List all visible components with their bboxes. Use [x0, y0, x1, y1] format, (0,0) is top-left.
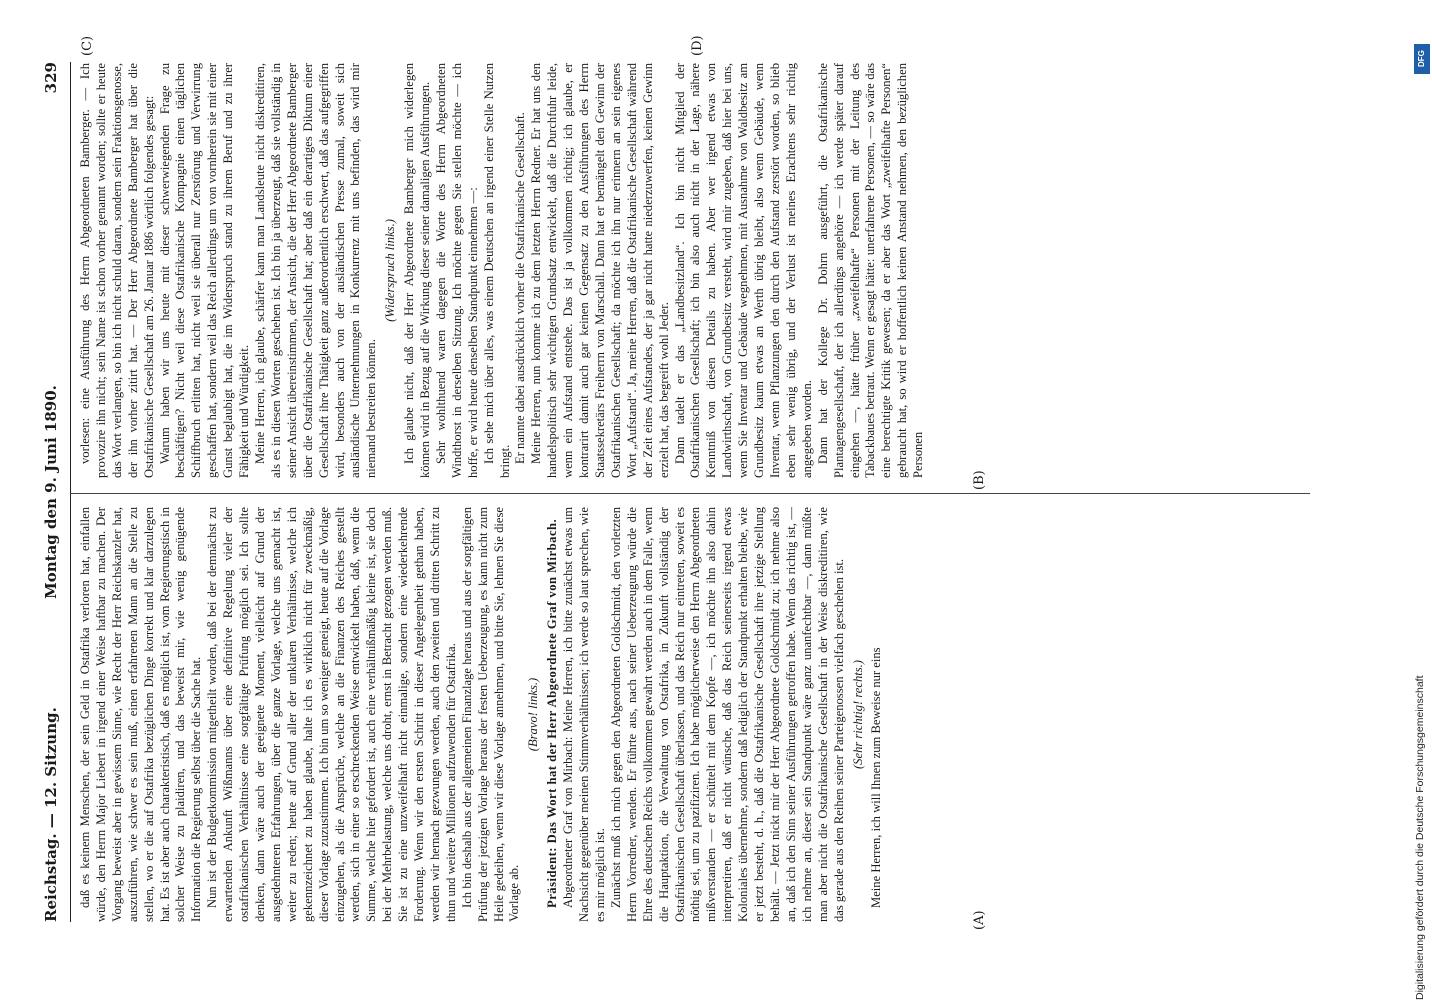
dfg-logo: DFG	[1414, 44, 1430, 74]
paragraph: Zunächst muß ich mich gegen den Abgeordneten Goldschmidt, den vorletzten Herrn Vorredner, wenden. Er führte aus, nach seiner Ueberzeugung würde die Ehre des deutschen Reichs vollkommen gewahrt werden auch in dem Falle, wenn die Hauptaktion, die Verwaltung von Ostafrika, in Zukunft vollständig der Ostafrikanischen Gesellschaft überlassen, und das Reich nur eintreten, soweit es nöthig sei, um zu pazifiziren. Ich habe möglicherweise den Herrn Abgeordneten mißverstanden — er schüttelt mit dem Kopfe —, ich möchte ihn also dahin interpretiren, daß er nicht wünsche, daß das Reich seinerseits irgend etwas Koloniales übernehme, sondern daß lediglich der Standpunkt erhalten bleibe, wie er jetzt besteht, d. h., daß die Ostafrikanische Gesellschaft ihre jetzige Stellung behält. — Jetzt nickt mir der Herr Abgeordnete Goldschmidt zu; ich nehme also an, daß ich den Sinn seiner Ausführungen getroffen habe. Wenn das richtig ist, — ich nehme an, dieser sein Standpunkt wäre ganz unanfechtbar —, dann müßte man aber nicht die Ostafrikanische Gesellschaft in der Weise diskreditiren, wie das gerade aus den Reihen seiner Parteigenossen vielfach geschehen ist.	[608, 507, 846, 922]
paragraph: Dann tadelt er das „Landbesitzland“. Ich bin nicht Mitglied der Ostafrikanischen Gesellschaft; ich bin also auch nicht in der Lage, nähere Kenntniß von diesen Details zu haben. Aber wer irgend etwas von Landwirthschaft, von Grundbesitz versteht, wird mir zugeben, daß hier bei uns, wenn Sie Inventar und Gebäude wegnehmen, mit Ausnahme von Waldbesitz am Grundbesitz kaum etwas an Werth übrig bleibt, also wenn Gebäude, wenn Inventar, wenn Pflanzungen den durch den Aufstand zerstört worden, so blieb eben sehr wenig übrig, und der Verlust ist meines Erachtens sehr richtig angegeben worden.	[672, 63, 814, 478]
digitization-note: Digitalisierung gefördert durch die Deutsche Forschungsgemeinschaft	[1414, 675, 1426, 1000]
paragraph: Ich bin deshalb aus der allgemeinen Finanzlage heraus und aus der sorgfältigen Prüfung der jetzigen Vorlage heraus der festen Ueberzeugung, es kann nicht zum Heile gedeihen, wenn wir diese Vorlage annehmen, und bitte Sie, lehnen Sie diese Vorlage ab.	[459, 507, 522, 922]
president-line: Präsident: Das Wort hat der Herr Abgeordnete Graf von Mirbach.	[545, 518, 560, 908]
paragraph: Meine Herren, ich will Ihnen zum Beweise nur eins	[869, 647, 884, 908]
contradiction-note: (Widerspruch links.)	[383, 219, 398, 322]
header-rule	[70, 62, 71, 922]
margin-mark-c: (C)	[80, 35, 95, 56]
header-left: Reichstag. — 12. Sitzung.	[42, 707, 60, 922]
right-column	[78, 63, 1308, 478]
margin-mark-d: (D)	[690, 35, 705, 56]
left-column	[78, 507, 1308, 922]
paragraph: Sehr wohlthuend waren dagegen die Worte des Herrn Abgeordneten Windthorst in derselben Sitzung. Ich möchte gegen Sie stellen möchte — ich hoffe, er wird heute denselben Standpunkt einnehmen —:	[433, 63, 480, 478]
page-header	[42, 62, 68, 922]
header-date: Montag den 9. Juni 1890.	[42, 385, 60, 599]
paragraph: Meine Herren, ich glaube, schärfer kann man Landsleute nicht diskreditiren, als es in diesen Worten geschehen ist. Ich bin ja überzeugt, daß sie vollständig in seiner Ansicht übereinstimmen, der Ansicht, die der Herr Abgeordnete Bamberger über die Ostafrikanische Gesellschaft hat; aber daß ein derartiges Diktum einer Gesellschaft ihre Thätigkeit ganz außerordentlich erschwert, daß das aufgegriffen wird, besonders auch von der ausländischen Presse zumal, soweit sich ausländische Unternehmungen in Konkurrenz mit uns befinden, das wird mir niemand bestreiten können.	[252, 63, 379, 478]
paragraph: Nun ist der Budgetkommission mitgetheilt worden, daß bei der demnächst zu erwartenden Ankunft Wißmanns über eine definitive Regelung vieler der ostafrikanischen Verhältnisse eine sorgfältige Prüfung möglich sei. Ich sollte denken, dann wäre auch der geeignete Moment, vielleicht auf Grund der ausgedehnteren Erfahrungen, über die ganze Vorlage, welche uns gemacht ist, weiter zu reden; heute auf Grund aller der unklaren Verhältnisse, welche ich gekennzeichnet zu haben glaube, halte ich es wirklich nicht für zweckmäßig, dieser Vorlage zuzustimmen. Ich bin um so weniger geneigt, heute auf die Vorlage einzugehen, als die Ansprüche, welche an die Finanzen des Reiches gestellt werden, sich in einer so erschreckenden Weise entwickelt haben, daß, wenn die Summe, welche hier gefordert ist, auch eine verhältnißmäßig kleine ist, sie doch bei der Mehrbelastung, welche uns droht, ernst in Betracht gezogen werden muß. Sie ist zu eine unzweifelhaft nicht einmalige, sondern eine wiederkehrende Forderung. Wenn wir den ersten Schritt in dieser Angelegenheit gethan haben, werden wir hernach gezwungen werden, auch den zweiten und dritten Schritt zu thun und weitere Millionen aufzuwenden für Ostafrika.	[205, 507, 458, 922]
paragraph: Er nannte dabei ausdrücklich vorher die Ostafrikanische Gesellschaft.	[513, 112, 528, 464]
quoted-paragraph: Warum haben wir uns heute mit dieser schwerwiegenden Frage zu beschäftigen? Nicht weil diese Ostafrikanische Kompagnie einen täglichen Schiffbruch erlitten hat, nicht weil sie überall nur Zerstörung und Verwirrung geschaffen hat, sondern weil das Reich allerdings um von vornherein sie mit einer Gunst beglaubigt hat, die im Widerspruch stand zu ihrem Beruf und zu ihrer Fähigkeit und Würdigkeit.	[157, 63, 252, 478]
paragraph: Dann hat der Kollege Dr. Dohrn ausgeführt, die Ostafrikanische Plantagengesellschaft, der ich allerdings angehöre — ich werde später darauf eingehen —, hätte früher „zweifelhafte“ Personen mit der Leitung des Tabackbaues betraut. Wenn er gesagt hätte: unerfahrene Personen, — so wäre das eine berechtigte Kritik gewesen; da er aber das Wort „zweifelhafte Personen“ gebraucht hat, so wird er hoffentlich keinen Anstand nehmen, den bezüglichen Personen	[815, 63, 926, 478]
approval-note: (Sehr richtig! rechts.)	[850, 660, 865, 770]
column-divider	[70, 493, 1310, 494]
margin-mark-a: (A)	[972, 910, 987, 930]
paragraph: Abgeordneter Graf von Mirbach: Meine Herren, ich bitte zunächst etwas um Nachsicht gegenüber meinen Stimmverhältnissen; ich werde so laut sprechen, wie es mir möglich ist.	[561, 507, 607, 922]
margin-mark-b: (B)	[972, 470, 987, 490]
paragraph: daß es keinem Menschen, der sein Geld in Ostafrika verloren hat, einfallen würde, den Herrn Major Liebert in irgend einer Weise haftbar zu machen. Der Vorgang beweist aber in gewissem Sinne, wie Recht der Herr Reichskanzler hat, auszuführen, wie schwer es sein muß, einen erfahrenen Mann an die Stelle zu stellen, wo er die auf Ostafrika bezüglichen Dinge korrekt und klar darzulegen hat. Es ist aber auch charakteristisch, daß es möglich ist, vom Regierungstisch in solcher Weise zu plaidiren, und das beweist mir, wie wenig genügende Information die Regierung selbst über die Sache hat.	[78, 507, 204, 922]
applause-note: (Bravo! links.)	[526, 677, 541, 752]
paragraph: Ich glaube nicht, daß der Herr Abgeordnete Bamberger mich widerlegen können wird in Bezug auf die Wirkung dieser seiner damaligen Ausführungen.	[402, 63, 433, 478]
paragraph: vorlesen: eine Ausführung des Herrn Abgeordneten Bamberger. — Ich provozire ihn nicht; sein Name ist schon vorher genannt worden; sollte er heute das Wort verlangen, so bin ich nicht schuld daran, sondern sein Fraktionsgenosse, der ihn vorher zitirt hat. — Der Herr Abgeordnete Bamberger hat über die Ostafrikanische Gesellschaft am 26. Januar 1886 wörtlich folgendes gesagt:	[78, 63, 156, 478]
page-number: 329	[42, 62, 60, 94]
paragraph: Meine Herren, nun komme ich zu dem letzten Herrn Redner. Er hat uns den handelspolitisch sehr wichtigen Grundsatz entwickelt, daß die Durchfuhr leide, wenn ein Aufstand entstehe. Das ist ja vollkommen richtig; ich glaube, er kontrarirt damit auch gar keinen Gegensatz zu den Ausführungen des Herrn Staatssekretärs Freiherrn von Marschall. Dann hat er bemängelt den Gewinn der Ostafrikanischen Gesellschaft; da möchte ich ihn nur erinnern an sein eigenes Wort „Aufstand“. Ja, meine Herren, daß die Ostafrikanische Gesellschaft während der Zeit eines Aufstandes, der ja gar nicht hatte niederzuwerfen, keinen Gewinn erzielt hat, das begreift wohl Jeder.	[529, 63, 671, 478]
quoted-line: Ich sehe mich über alles, was einem Deutschen an irgend einer Stelle Nutzen bringt.	[481, 63, 512, 478]
